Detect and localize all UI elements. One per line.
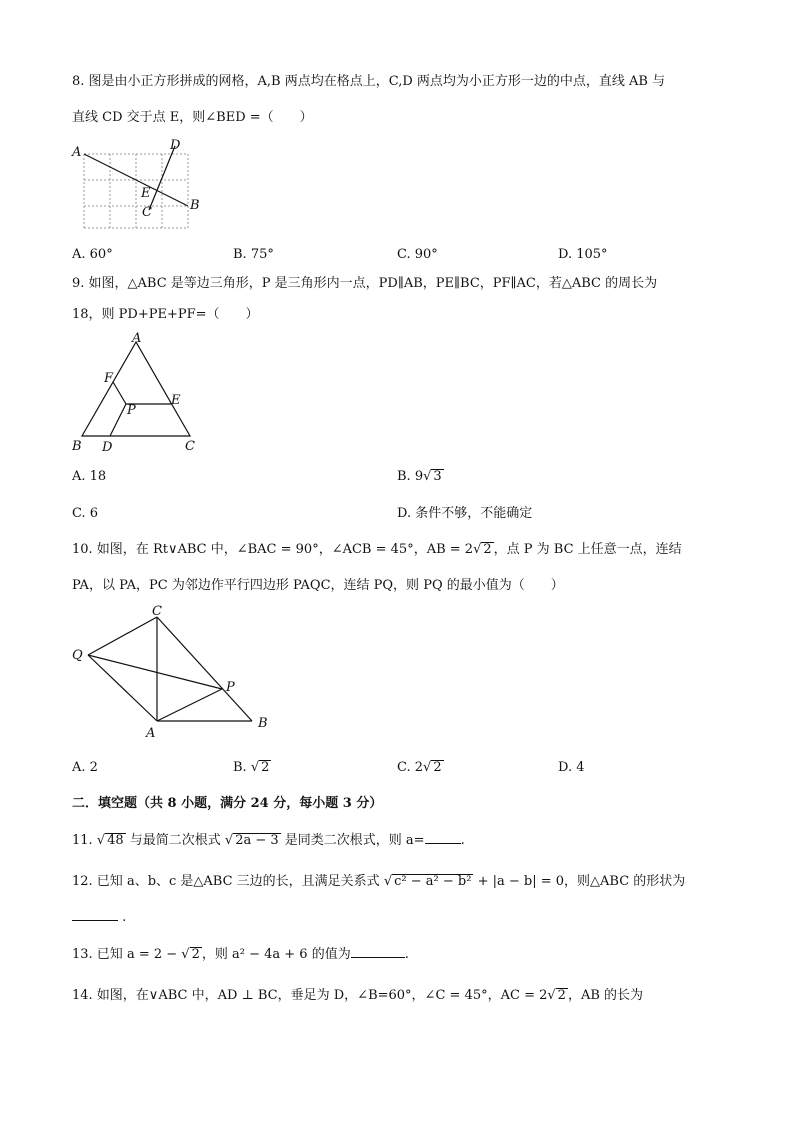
q12-end: . [122,910,127,925]
label-p: P [226,680,235,695]
radical-sign: √ [96,833,106,848]
radical-sign: √ [181,947,190,962]
label-d: D [170,138,181,153]
q14-pre: 14. 如图，在∨ABC 中，AD ⊥ BC，垂足为 D，∠B=60°，∠C = 45°，AC = 2 [72,988,548,1003]
q10-option-b[interactable] [233,758,271,778]
triangle-abc [82,342,190,436]
q14-post: ，AB 的长为 [567,988,644,1003]
q9-triangle-figure [70,330,210,455]
q13-stem [72,945,409,965]
q8-option-a[interactable]: A. 60° [72,247,113,262]
radical: 2 [557,988,566,1003]
q10-stem-line2: PA，以 PA，PC 为邻边作平行四边形 PAQC，连结 PQ，则 PQ 的最小值为（ ） [72,578,564,593]
q11-stem [72,831,465,851]
label-a: A [132,331,142,346]
label-a: A [146,726,156,741]
radical: 2 [191,947,200,962]
q9-stem-line1: 9. 如图，△ABC 是等边三角形，P 是三角形内一点，PD∥AB，PE∥BC，PF∥AC，若△ABC 的周长为 [72,276,658,291]
radical-sign: √ [547,988,556,1003]
q11-end: . [460,833,465,848]
radical-sign: √ [423,760,432,775]
radical: c² − a² − b² [394,874,472,889]
q12-mid: + |a − b| = 0，则△ABC 的形状为 [473,874,686,889]
label-b: B [258,716,268,731]
answer-blank[interactable] [72,920,118,921]
radical: 48 [107,833,124,848]
q10-option-d[interactable]: D. 4 [558,760,585,775]
q12-stem [72,872,685,892]
q8-option-d[interactable]: D. 105° [558,247,608,262]
label-c: C [185,439,195,454]
q10-option-c-text: C. 2 [397,760,424,775]
q14-stem [72,986,643,1006]
q10-option-a[interactable]: A. 2 [72,760,98,775]
q10-option-b-text: B. [233,760,251,775]
q8-stem-line1: 8. 图是由小正方形拼成的网格，A,B 两点均在格点上，C,D 两点均为小正方形一边的中点，直线 AB 与 [72,74,666,89]
radical-sign: √ [224,833,234,848]
q9-stem-line2: 18，则 PD+PE+PF=（ ） [72,307,259,322]
q11-pre: 11. [72,833,97,848]
radical-sign: √ [250,760,260,775]
label-c: C [142,205,152,220]
radical-sign: √ [423,469,432,484]
q10-option-c[interactable] [397,758,444,778]
label-p: P [127,403,136,418]
q13-pre: 13. 已知 a = 2 − [72,947,182,962]
q12-pre: 12. 已知 a、b、c 是△ABC 三边的长，且满足关系式 [72,874,384,889]
q8-option-c[interactable]: C. 90° [397,247,438,262]
q13-mid: ，则 a² − 4a + 6 的值为 [201,947,351,962]
q11-mid: 与最简二次根式 [125,833,225,848]
radical: 2a − 3 [235,833,279,848]
label-f: F [104,371,114,386]
label-b: B [190,198,200,213]
radical-sign: √ [383,874,393,889]
q9-option-b-text: B. 9 [397,469,424,484]
radical-sign: √ [473,542,482,557]
label-b: B [72,439,82,454]
q8-grid-figure [70,140,210,235]
radical: 2 [261,760,270,775]
label-a: A [72,145,82,160]
q9-option-b[interactable] [397,467,444,487]
radical: 3 [433,469,442,484]
section-heading: 二．填空题（共 8 小题，满分 24 分，每小题 3 分） [72,796,383,811]
q11-post: 是同类二次根式，则 a= [280,833,425,848]
q13-end: . [404,947,409,962]
q9-option-a[interactable]: A. 18 [72,469,107,484]
q8-stem-line2: 直线 CD 交于点 E，则∠BED =（ ） [72,110,313,125]
label-c: C [152,604,162,619]
radical: 2 [433,760,442,775]
answer-blank[interactable] [351,957,405,958]
q10-stem-line1 [72,540,682,560]
radical: 2 [483,542,492,557]
label-e: E [141,186,151,201]
label-e: E [171,393,181,408]
q10-stem-pre: 10. 如图，在 Rt∨ABC 中，∠BAC = 90°，∠ACB = 45°，AB = 2 [72,542,474,557]
label-d: D [102,440,113,455]
q8-option-b[interactable]: B. 75° [233,247,274,262]
q10-parallelogram-figure [70,605,280,740]
answer-blank[interactable] [425,843,461,844]
q10-stem-post: ，点 P 为 BC 上任意一点，连结 [493,542,682,557]
q9-option-c[interactable]: C. 6 [72,506,99,521]
q9-option-d[interactable]: D. 条件不够，不能确定 [397,506,533,521]
label-q: Q [72,648,83,663]
q12-answer-line [72,908,126,928]
